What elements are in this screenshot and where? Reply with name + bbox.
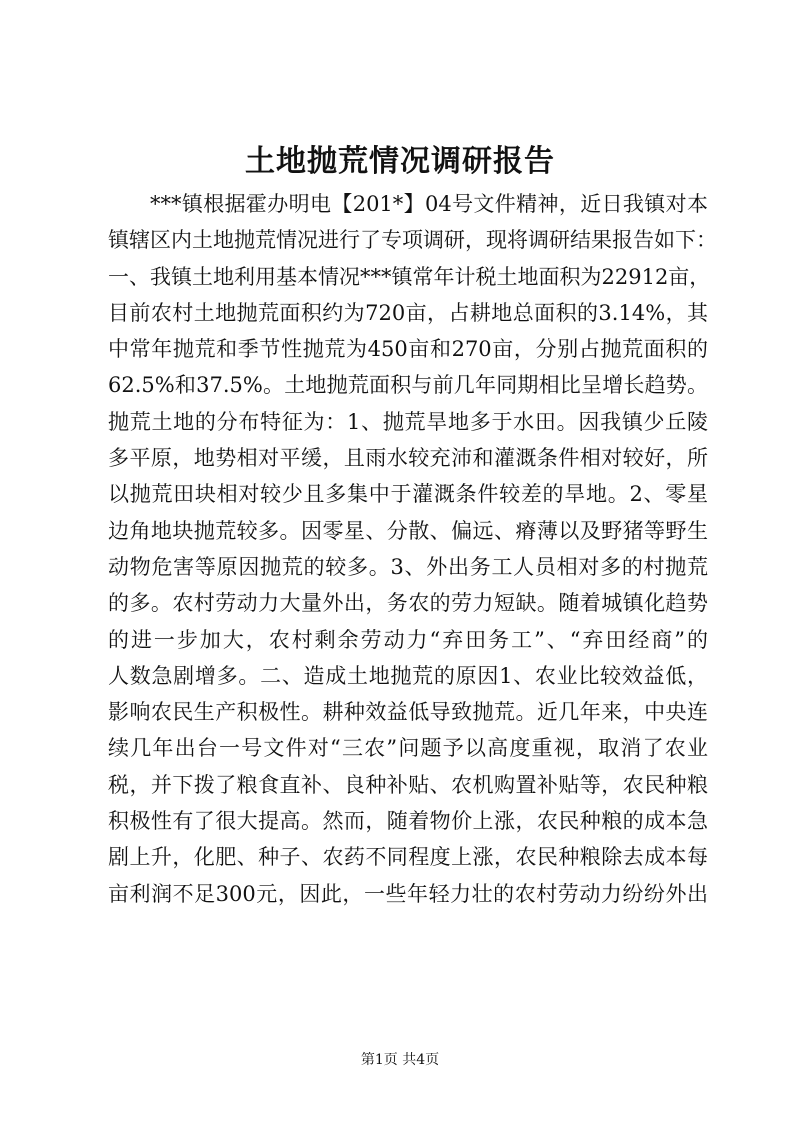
body-line: 抛荒土地的分布特征为：1、抛荒旱地多于水田。因我镇少丘陵 bbox=[108, 409, 708, 434]
body-line: 62.5%和37.5%。土地抛荒面积与前几年同期相比呈增长趋势。 bbox=[108, 373, 708, 398]
body-line: 一、我镇土地利用基本情况***镇常年计税土地面积为22912亩， bbox=[108, 264, 711, 289]
body-line: 亩利润不足300元，因此，一些年轻力壮的农村劳动力纷纷外出 bbox=[108, 881, 708, 906]
body-line: 中常年抛荒和季节性抛荒为450亩和270亩，分别占抛荒面积的 bbox=[108, 337, 708, 362]
body-line: 积极性有了很大提高。然而，随着物价上涨，农民种粮的成本急 bbox=[108, 809, 708, 834]
body-line: ***镇根据霍办明电【201*】04号文件精神，近日我镇对本 bbox=[150, 192, 708, 216]
body-line: 续几年出台一号文件对“三农”问题予以高度重视，取消了农业 bbox=[108, 736, 708, 761]
body-line: 影响农民生产积极性。耕种效益低导致抛荒。近几年来，中央连 bbox=[108, 700, 708, 725]
body-line: 镇辖区内土地抛荒情况进行了专项调研，现将调研结果报告如下： bbox=[108, 228, 717, 253]
body-line: 动物危害等原因抛荒的较多。3、外出务工人员相对多的村抛荒 bbox=[108, 554, 708, 579]
body-line: 多平原，地势相对平缓，且雨水较充沛和灌溉条件相对较好，所 bbox=[108, 446, 708, 471]
body-line: 的多。农村劳动力大量外出，务农的劳力短缺。随着城镇化趋势 bbox=[108, 591, 708, 616]
page-number-footer: 第1页 共4页 bbox=[360, 1052, 440, 1068]
body-line: 税，并下拨了粮食直补、良种补贴、农机购置补贴等，农民种粮 bbox=[108, 772, 708, 797]
body-line: 的进一步加大，农村剩余劳动力“弃田务工”、“弃田经商”的 bbox=[108, 627, 708, 652]
document-title: 土地抛荒情况调研报告 bbox=[245, 144, 555, 179]
body-line: 目前农村土地抛荒面积约为720亩，占耕地总面积的3.14%，其 bbox=[108, 300, 708, 325]
body-line: 以抛荒田块相对较少且多集中于灌溉条件较差的旱地。2、零星 bbox=[108, 482, 708, 507]
body-line: 剧上升，化肥、种子、农药不同程度上涨，农民种粮除去成本每 bbox=[108, 845, 708, 870]
body-line: 边角地块抛荒较多。因零星、分散、偏远、瘠薄以及野猪等野生 bbox=[108, 518, 708, 543]
body-line: 人数急剧增多。二、造成土地抛荒的原因1、农业比较效益低， bbox=[108, 663, 708, 688]
document-body bbox=[108, 186, 717, 912]
